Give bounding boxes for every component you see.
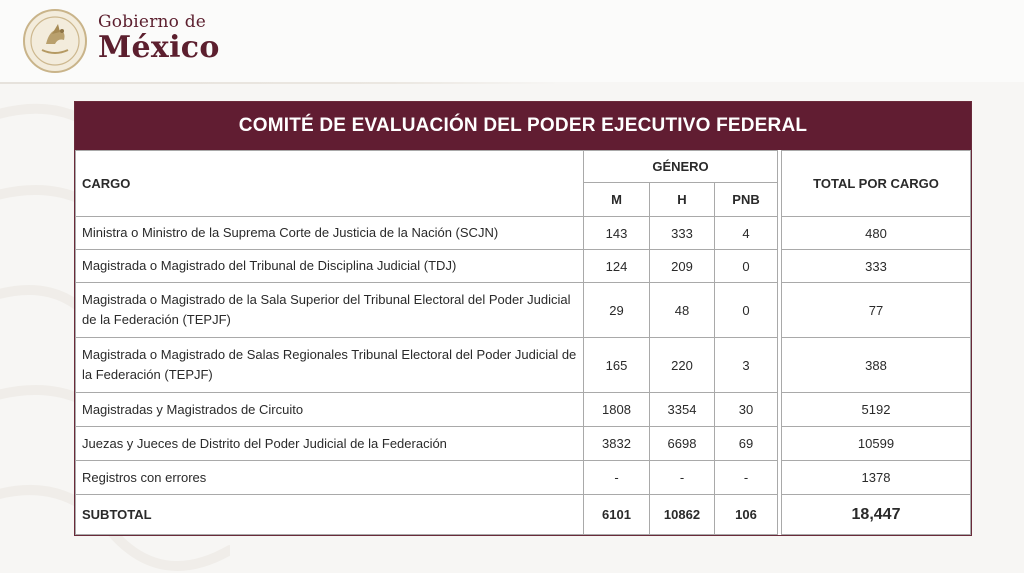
cell-m: 124: [584, 250, 650, 283]
cell-pnb: -: [715, 461, 778, 495]
cell-total: 5192: [782, 393, 971, 427]
cell-total: 388: [782, 338, 971, 393]
table-row: [76, 338, 971, 393]
cell-total: 1378: [782, 461, 971, 495]
header-row-1: [76, 151, 971, 183]
table-row: [76, 250, 971, 283]
cell-cargo: Registros con errores: [76, 461, 584, 495]
cell-pnb: 4: [715, 217, 778, 250]
cell-m: 1808: [584, 393, 650, 427]
subtotal-h: 10862: [650, 495, 715, 535]
table-row: [76, 217, 971, 250]
table-row: [76, 461, 971, 495]
table-row: [76, 393, 971, 427]
cell-pnb: 69: [715, 427, 778, 461]
column-header-genero: GÉNERO: [584, 151, 778, 183]
subtotal-m: 6101: [584, 495, 650, 535]
cell-h: -: [650, 461, 715, 495]
cell-pnb: 3: [715, 338, 778, 393]
cell-cargo: Juezas y Jueces de Distrito del Poder Judicial de la Federación: [76, 427, 584, 461]
cell-h: 333: [650, 217, 715, 250]
column-header-total: TOTAL POR CARGO: [782, 151, 971, 217]
cell-h: 220: [650, 338, 715, 393]
cell-cargo: Magistrada o Magistrado del Tribunal de Disciplina Judicial (TDJ): [76, 250, 584, 283]
government-logo-text: [98, 14, 220, 63]
logo-line-mexico: México: [98, 30, 220, 65]
cell-total: 10599: [782, 427, 971, 461]
column-header-h: H: [650, 183, 715, 217]
cell-pnb: 0: [715, 283, 778, 338]
cell-m: 165: [584, 338, 650, 393]
subtotal-row: [76, 495, 971, 535]
cell-total: 333: [782, 250, 971, 283]
cell-total: 480: [782, 217, 971, 250]
column-header-cargo: CARGO: [76, 151, 584, 217]
cell-cargo: Magistradas y Magistrados de Circuito: [76, 393, 584, 427]
cell-m: 143: [584, 217, 650, 250]
cell-h: 3354: [650, 393, 715, 427]
column-header-m: M: [584, 183, 650, 217]
cell-total: 77: [782, 283, 971, 338]
mexico-coat-of-arms-seal: [22, 8, 88, 74]
table-row: [76, 427, 971, 461]
column-header-pnb: PNB: [715, 183, 778, 217]
cell-m: 29: [584, 283, 650, 338]
subtotal-label: SUBTOTAL: [76, 495, 584, 535]
cell-h: 6698: [650, 427, 715, 461]
cell-h: 209: [650, 250, 715, 283]
cell-pnb: 30: [715, 393, 778, 427]
evaluation-committee-table: [74, 101, 972, 536]
subtotal-pnb: 106: [715, 495, 778, 535]
cell-cargo: Ministra o Ministro de la Suprema Corte de Justicia de la Nación (SCJN): [76, 217, 584, 250]
logo-line-gobierno: Gobierno de: [98, 12, 207, 32]
subtotal-total: 18,447: [782, 495, 971, 535]
table-row: [76, 283, 971, 338]
cell-cargo: Magistrada o Magistrado de la Sala Superior del Tribunal Electoral del Poder Judicial de la Federación (TEPJF): [76, 283, 584, 338]
cell-m: 3832: [584, 427, 650, 461]
table-title: COMITÉ DE EVALUACIÓN DEL PODER EJECUTIVO FEDERAL: [75, 102, 971, 150]
cell-cargo: Magistrada o Magistrado de Salas Regionales Tribunal Electoral del Poder Judicial de la Federación (TEPJF): [76, 338, 584, 393]
cell-pnb: 0: [715, 250, 778, 283]
cell-h: 48: [650, 283, 715, 338]
cell-m: -: [584, 461, 650, 495]
results-table: [75, 150, 971, 535]
